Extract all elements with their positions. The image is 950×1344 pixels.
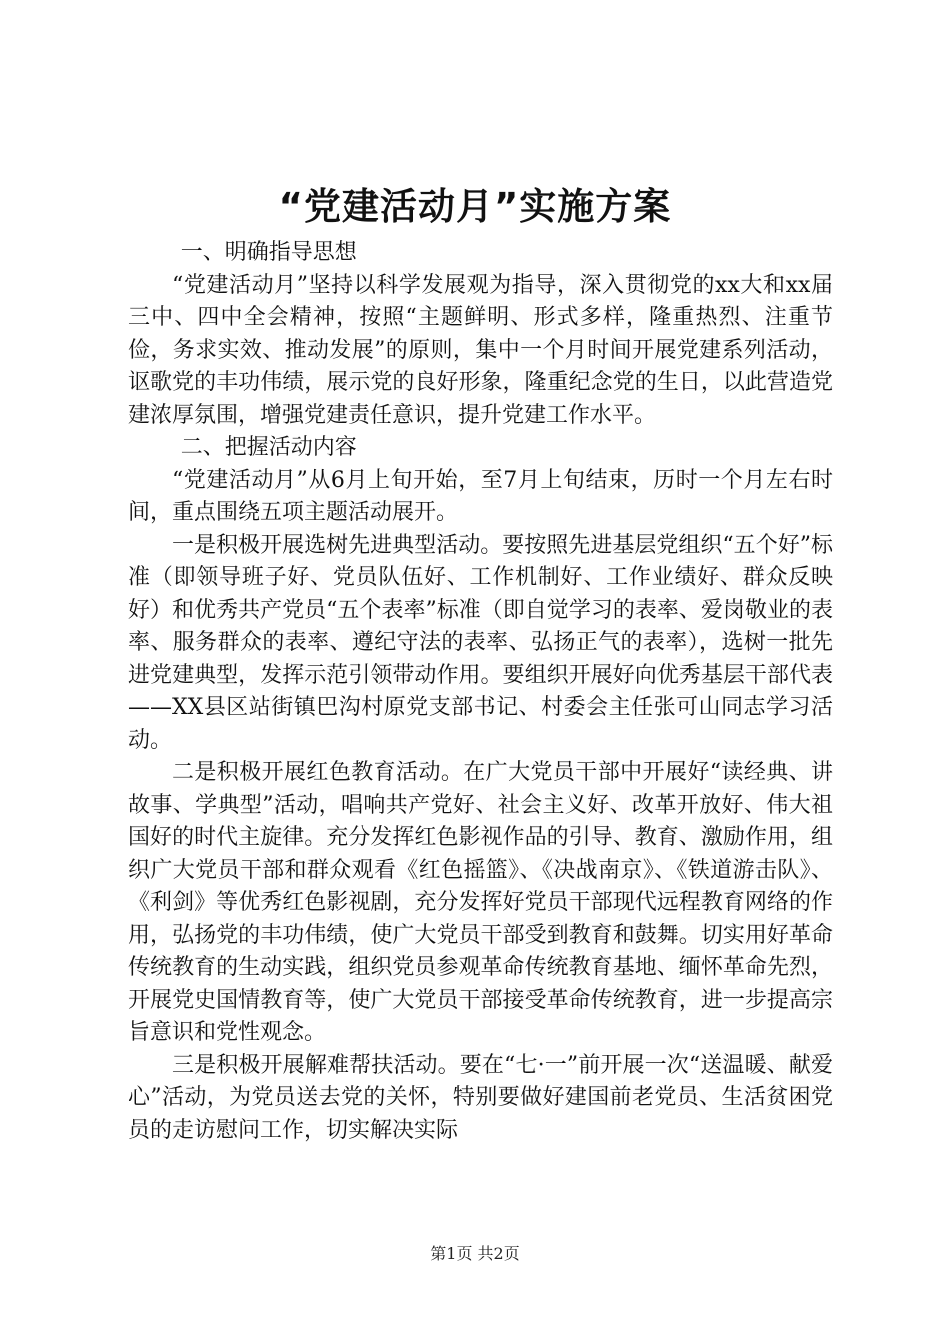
- paragraph-guiding-thought: “党建活动月”坚持以科学发展观为指导，深入贯彻党的xx大和xx届三中、四中全会精神，按照“主题鲜明、形式多样，隆重热烈、注重节俭，务求实效、推动发展”的原则，集中一个月时间开展党建系列活动，讴歌党的丰功伟绩，展示党的良好形象，隆重纪念党的生日，以此营造党建浓厚氛围，增强党建责任意识，提升党建工作水平。: [128, 272, 833, 428]
- document-body: [128, 237, 833, 1147]
- document-title: “党建活动月”实施方案: [278, 185, 672, 228]
- page-footer: 第1页 共2页: [430, 1244, 520, 1263]
- section-heading-guiding-thought: 一、明确指导思想: [180, 240, 357, 265]
- paragraph-activity-overview: “党建活动月”从6月上旬开始，至7月上旬结束，历时一个月左右时间，重点围绕五项主题活动展开。: [128, 467, 833, 525]
- paragraph-red-education: 二是积极开展红色教育活动。在广大党员干部中开展好“读经典、讲故事、学典型”活动，唱响共产党好、社会主义好、改革开放好、伟大祖国好的时代主旋律。充分发挥红色影视作品的引导、教育、激励作用，组织广大党员干部和群众观看《红色摇篮》、《决战南京》、《铁道游击队》、《利剑》等优秀红色影视剧，充分发挥好党员干部现代远程教育网络的作用，弘扬党的丰功伟绩，使广大党员干部受到教育和鼓舞。切实用好革命传统教育的生动实践，组织党员参观革命传统教育基地、缅怀革命先烈，开展党史国情教育等，使广大党员干部接受革命传统教育，进一步提高宗旨意识和党性观念。: [128, 760, 833, 1045]
- paragraph-assistance: 三是积极开展解难帮扶活动。要在“七·一”前开展一次“送温暖、献爱心”活动，为党员送去党的关怀，特别要做好建国前老党员、生活贫困党员的走访慰问工作，切实解决实际: [128, 1052, 833, 1143]
- section-heading-activity-content: 二、把握活动内容: [180, 435, 357, 460]
- paragraph-advanced-model: 一是积极开展选树先进典型活动。要按照先进基层党组织“五个好”标准（即领导班子好、党员队伍好、工作机制好、工作业绩好、群众反映好）和优秀共产党员“五个表率”标准（即自觉学习的表率、爱岗敬业的表率、服务群众的表率、遵纪守法的表率、弘扬正气的表率），选树一批先进党建典型，发挥示范引领带动作用。要组织开展好向优秀基层干部代表——XX县区站街镇巴沟村原党支部书记、村委会主任张可山同志学习活动。: [128, 532, 833, 753]
